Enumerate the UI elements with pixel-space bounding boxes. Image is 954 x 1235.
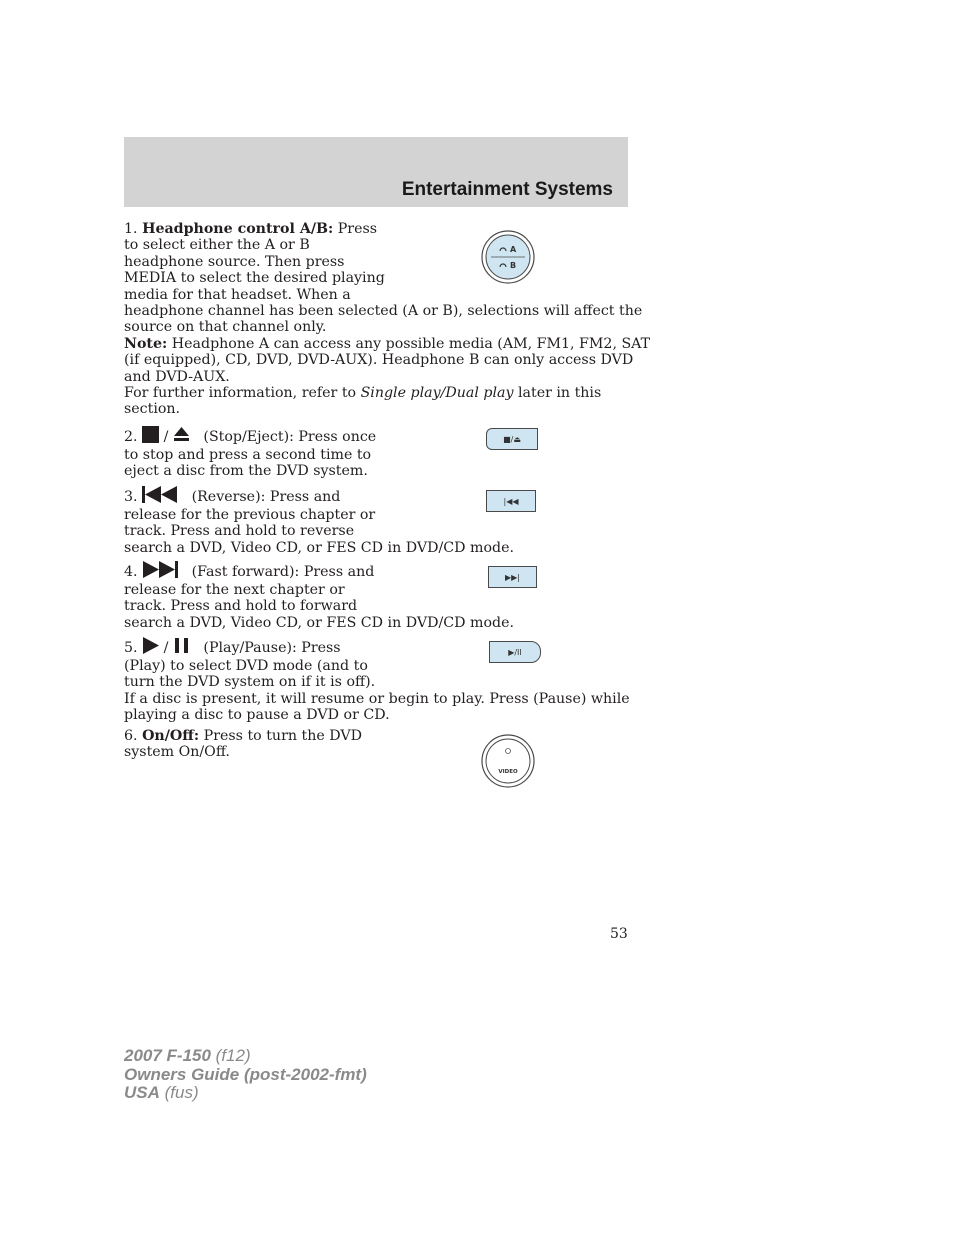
eject-icon [173, 426, 190, 443]
play-icon [142, 637, 159, 654]
fast-forward-button: ▶▶| [488, 566, 537, 588]
svg-text:A: A [510, 245, 517, 254]
play-pause-text: 5. / (Play/Pause): Press (Play) to select DVD mode (and to turn the DVD system on if it is off). If a disc is present, it will resume or begin to play. Press (Pause) while playing a disc to pause a DVD or CD. [124, 637, 629, 724]
svg-text:B: B [510, 261, 517, 270]
reverse-text: 3. (Reverse): Press and release for the previous chapter or track. Press and hold to reverse search a DVD, Video CD, or FES CD in DVD/CD mode. [124, 486, 629, 556]
reverse-icon [142, 486, 178, 503]
stop-eject-text: 2. / (Stop/Eject): Press once to stop and press a second time to eject a disc from the DVD system. [124, 426, 629, 480]
pause-icon [173, 637, 190, 654]
page-number: 53 [610, 926, 628, 942]
play-pause-button: ▶/II [489, 641, 541, 663]
document-footer: 2007 F-150 (f12) Owners Guide (post-2002-fmt) USA (fus) [124, 1046, 367, 1102]
fast-forward-text: 4. (Fast forward): Press and release for the next chapter or track. Press and hold to forward search a DVD, Video CD, or FES CD in DVD/CD mode. [124, 561, 629, 631]
video-power-button [480, 733, 536, 789]
reverse-button: |◀◀ [486, 490, 536, 512]
headphone-control-text: 1. Headphone control A/B: Press to select either the A or B headphone source. Then press MEDIA to select the desired playing media for that headset. When a headphone channel has been selected (A or B), selections will affect the source on that channel only. Note: Headphone A can access any possible media (AM, FM1, FM2, SAT (if equipped), CD, DVD, DVD-AUX). Headphone B can only access DVD and DVD-AUX. For further information, refer to Single play/Dual play later in this section. [124, 221, 651, 418]
on-off-text: 6. On/Off: Press to turn the DVD system On/Off. [124, 728, 362, 761]
section-title: Entertainment Systems [401, 179, 613, 200]
stop-icon [142, 426, 159, 443]
stop-eject-button: ■/⏏ [486, 428, 538, 450]
fast-forward-icon [142, 561, 178, 578]
svg-text:VIDEO: VIDEO [498, 769, 518, 775]
section-header [124, 137, 628, 207]
headphone-ab-button [480, 230, 536, 284]
